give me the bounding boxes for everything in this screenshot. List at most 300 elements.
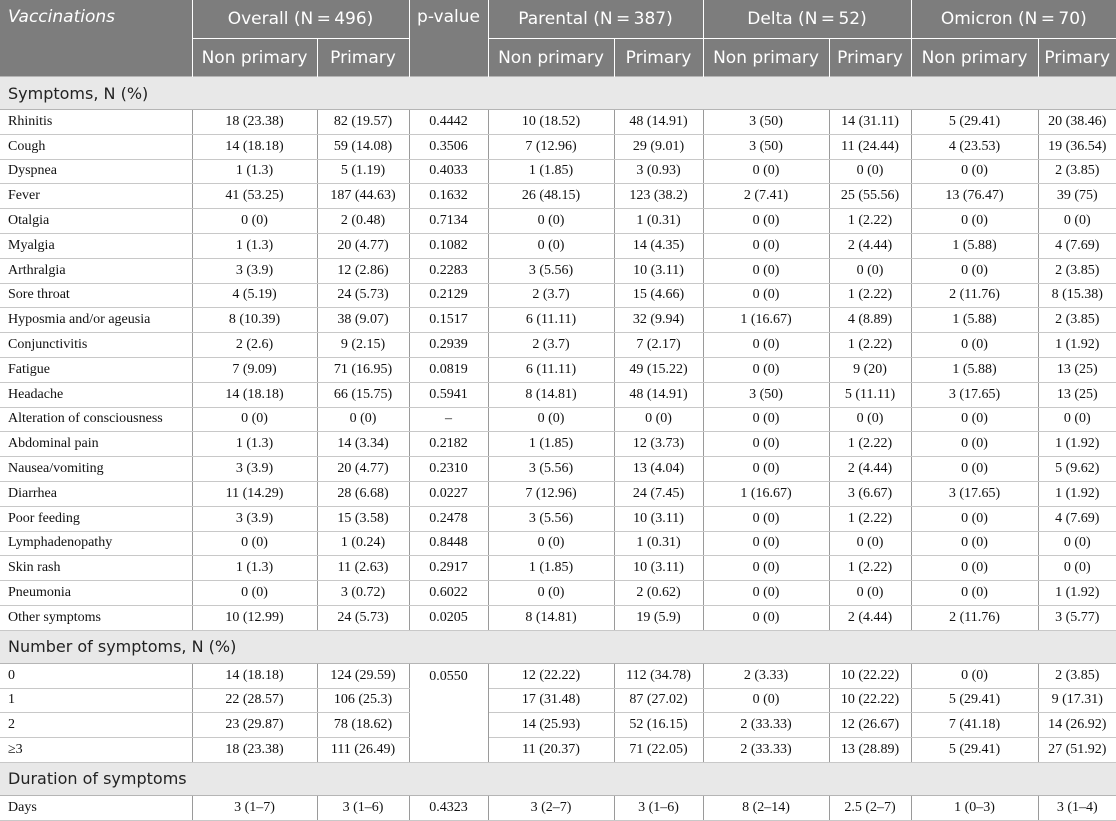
cell-value: 14 (18.18) [192, 663, 317, 688]
cell-value: 2 (11.76) [911, 605, 1038, 630]
cell-value: 5 (29.41) [911, 738, 1038, 763]
cell-value: 0.4323 [409, 795, 488, 820]
cell-value: 13 (4.04) [614, 457, 703, 482]
table-row [0, 531, 1116, 556]
cell-value: 1 (5.88) [911, 233, 1038, 258]
cell-value: 10 (3.11) [614, 556, 703, 581]
cell-value: 0 (0) [192, 407, 317, 432]
cell-value: 0 (0) [703, 233, 829, 258]
subheader-primary: Primary [317, 39, 409, 77]
cell-value: 0 (0) [192, 209, 317, 234]
cell-value: 2 (0.48) [317, 209, 409, 234]
cell-value: 24 (7.45) [614, 481, 703, 506]
cell-value: 52 (16.15) [614, 713, 703, 738]
cell-value: 1 (1.85) [488, 159, 614, 184]
row-label: Skin rash [0, 556, 192, 581]
cell-value: 0 (0) [829, 159, 911, 184]
cell-value: 15 (3.58) [317, 506, 409, 531]
cell-value: 2 (0.62) [614, 581, 703, 606]
cell-value: 2 (3.85) [1038, 308, 1116, 333]
cell-value: 0 (0) [911, 333, 1038, 358]
section-symptoms [0, 77, 1116, 110]
row-label: Fatigue [0, 357, 192, 382]
row-label: Cough [0, 134, 192, 159]
cell-value: 3 (17.65) [911, 382, 1038, 407]
row-label: 0 [0, 663, 192, 688]
cell-value: 14 (25.93) [488, 713, 614, 738]
cell-value: 0 (0) [703, 605, 829, 630]
cell-value: 11 (14.29) [192, 481, 317, 506]
cell-value: 14 (31.11) [829, 110, 911, 135]
table-row [0, 382, 1116, 407]
cell-value: 1 (1.92) [1038, 481, 1116, 506]
cell-value: 0.0819 [409, 357, 488, 382]
cell-value: 12 (2.86) [317, 258, 409, 283]
table-row [0, 283, 1116, 308]
cell-value: 20 (4.77) [317, 233, 409, 258]
cell-value: 18 (23.38) [192, 738, 317, 763]
cell-value: 1 (2.22) [829, 506, 911, 531]
cell-value: 1 (5.88) [911, 308, 1038, 333]
section-title: Symptoms, N (%) [0, 77, 1116, 110]
row-label: Alteration of consciousness [0, 407, 192, 432]
cell-value: 5 (1.19) [317, 159, 409, 184]
row-label: Dyspnea [0, 159, 192, 184]
cell-value: 5 (29.41) [911, 110, 1038, 135]
cell-value: 0.1517 [409, 308, 488, 333]
cell-value: 1 (16.67) [703, 308, 829, 333]
cell-value: 4 (23.53) [911, 134, 1038, 159]
row-label: Days [0, 795, 192, 820]
cell-value: 6 (11.11) [488, 308, 614, 333]
table-row [0, 795, 1116, 820]
cell-value: 0 (0) [911, 432, 1038, 457]
cell-value: 0 (0) [1038, 209, 1116, 234]
cell-value: 11 (20.37) [488, 738, 614, 763]
cell-value: 1 (2.22) [829, 209, 911, 234]
cell-value: 0 (0) [703, 333, 829, 358]
cell-value: 4 (8.89) [829, 308, 911, 333]
cell-value: 66 (15.75) [317, 382, 409, 407]
cell-value: 7 (9.09) [192, 357, 317, 382]
row-label: Pneumonia [0, 581, 192, 606]
cell-value: 1 (1.92) [1038, 581, 1116, 606]
cell-value: 123 (38.2) [614, 184, 703, 209]
cell-value: 24 (5.73) [317, 283, 409, 308]
cell-value: 0.2182 [409, 432, 488, 457]
cell-value: 10 (12.99) [192, 605, 317, 630]
cell-value: 9 (20) [829, 357, 911, 382]
cell-value: 0 (0) [829, 531, 911, 556]
cell-value: 48 (14.91) [614, 382, 703, 407]
cell-value: 0 (0) [703, 159, 829, 184]
table-row [0, 258, 1116, 283]
table-row [0, 481, 1116, 506]
table-row [0, 688, 1116, 713]
cell-value: 0.6022 [409, 581, 488, 606]
cell-value: 12 (26.67) [829, 713, 911, 738]
cell-value: 14 (26.92) [1038, 713, 1116, 738]
cell-value: 49 (15.22) [614, 357, 703, 382]
cell-value: 0.8448 [409, 531, 488, 556]
cell-value: 0.2917 [409, 556, 488, 581]
row-label: ≥3 [0, 738, 192, 763]
cell-value: 1 (2.22) [829, 556, 911, 581]
table-body [0, 77, 1116, 821]
cell-value: 11 (24.44) [829, 134, 911, 159]
row-label: 2 [0, 713, 192, 738]
cell-value: 2 (3.85) [1038, 258, 1116, 283]
cell-value: 0 (0) [317, 407, 409, 432]
cell-value: 1 (1.3) [192, 556, 317, 581]
cell-value: 3 (0.72) [317, 581, 409, 606]
cell-value: 2 (3.7) [488, 333, 614, 358]
cell-value: 0 (0) [911, 407, 1038, 432]
cell-value: 9 (2.15) [317, 333, 409, 358]
subheader-non-primary: Non primary [488, 39, 614, 77]
row-label: Nausea/vomiting [0, 457, 192, 482]
row-label: Sore throat [0, 283, 192, 308]
cell-value: 11 (2.63) [317, 556, 409, 581]
cell-value: 0.2283 [409, 258, 488, 283]
cell-value: 0 (0) [488, 209, 614, 234]
row-label: 1 [0, 688, 192, 713]
cell-value: 0 (0) [703, 457, 829, 482]
table-row [0, 713, 1116, 738]
cell-value: 8 (15.38) [1038, 283, 1116, 308]
table-row [0, 581, 1116, 606]
table-header [0, 0, 1116, 77]
cell-value: 4 (7.69) [1038, 233, 1116, 258]
cell-value: 1 (1.92) [1038, 432, 1116, 457]
cell-value: 0 (0) [703, 357, 829, 382]
table-row [0, 333, 1116, 358]
cell-value: 1 (1.85) [488, 556, 614, 581]
table-row [0, 308, 1116, 333]
cell-value: 19 (36.54) [1038, 134, 1116, 159]
cell-value: 3 (50) [703, 382, 829, 407]
row-label: Diarrhea [0, 481, 192, 506]
cell-value: 13 (28.89) [829, 738, 911, 763]
subheader-non-primary: Non primary [703, 39, 829, 77]
cell-value: 9 (17.31) [1038, 688, 1116, 713]
cell-value: 13 (25) [1038, 357, 1116, 382]
cell-value: 7 (41.18) [911, 713, 1038, 738]
cell-value: 0 (0) [1038, 407, 1116, 432]
subheader-primary: Primary [614, 39, 703, 77]
cell-value: 71 (16.95) [317, 357, 409, 382]
row-label: Conjunctivitis [0, 333, 192, 358]
row-label: Rhinitis [0, 110, 192, 135]
subheader-non-primary: Non primary [192, 39, 317, 77]
section-number-of-symptoms [0, 630, 1116, 663]
cell-value: 0 (0) [488, 233, 614, 258]
cell-value: 48 (14.91) [614, 110, 703, 135]
cell-value: 106 (25.3) [317, 688, 409, 713]
cell-value: 0.7134 [409, 209, 488, 234]
cell-value: 1 (2.22) [829, 432, 911, 457]
cell-value: 10 (3.11) [614, 258, 703, 283]
cell-value: 0 (0) [703, 432, 829, 457]
cell-value: 2 (4.44) [829, 605, 911, 630]
cell-value: 26 (48.15) [488, 184, 614, 209]
cell-value: 14 (18.18) [192, 134, 317, 159]
cell-value: 1 (1.3) [192, 233, 317, 258]
cell-value: 41 (53.25) [192, 184, 317, 209]
cell-value: 0.4033 [409, 159, 488, 184]
cell-value: 0.1632 [409, 184, 488, 209]
row-label: Poor feeding [0, 506, 192, 531]
cell-value: 1 (0.31) [614, 209, 703, 234]
cell-value: 0 (0) [703, 258, 829, 283]
cell-value: 1 (0.24) [317, 531, 409, 556]
cell-value: 7 (12.96) [488, 134, 614, 159]
cell-value: 3 (3.9) [192, 506, 317, 531]
cell-value: 1 (16.67) [703, 481, 829, 506]
cell-value: 0 (0) [911, 556, 1038, 581]
cell-value: 1 (0–3) [911, 795, 1038, 820]
cell-value: 0 (0) [1038, 556, 1116, 581]
cell-value: 3 (1–6) [317, 795, 409, 820]
row-label: Abdominal pain [0, 432, 192, 457]
cell-value: 2.5 (2–7) [829, 795, 911, 820]
cell-value: 0.0205 [409, 605, 488, 630]
cell-value: 0.2310 [409, 457, 488, 482]
table-row [0, 159, 1116, 184]
cell-value: 2 (4.44) [829, 457, 911, 482]
cell-value: 10 (18.52) [488, 110, 614, 135]
cell-value: 3 (1–4) [1038, 795, 1116, 820]
section-title: Duration of symptoms [0, 762, 1116, 795]
cell-value: 3 (50) [703, 110, 829, 135]
cell-value: 0 (0) [911, 663, 1038, 688]
cell-value: 38 (9.07) [317, 308, 409, 333]
cell-value: 12 (3.73) [614, 432, 703, 457]
cell-value: 3 (1–6) [614, 795, 703, 820]
table-row [0, 605, 1116, 630]
cell-value: 2 (2.6) [192, 333, 317, 358]
cell-value: 3 (3.9) [192, 258, 317, 283]
cell-value: 1 (1.3) [192, 432, 317, 457]
cell-value: 3 (5.56) [488, 457, 614, 482]
cell-value: 25 (55.56) [829, 184, 911, 209]
cell-value: 3 (5.77) [1038, 605, 1116, 630]
cell-value: 187 (44.63) [317, 184, 409, 209]
table-row [0, 506, 1116, 531]
cell-value: – [409, 407, 488, 432]
cell-value: 0.3506 [409, 134, 488, 159]
cell-value: 0 (0) [911, 258, 1038, 283]
cell-value: 2 (33.33) [703, 738, 829, 763]
cell-value: 6 (11.11) [488, 357, 614, 382]
cell-value: 0 (0) [192, 531, 317, 556]
cell-value: 5 (11.11) [829, 382, 911, 407]
cell-value: 0 (0) [703, 209, 829, 234]
row-label: Otalgia [0, 209, 192, 234]
cell-value: 14 (4.35) [614, 233, 703, 258]
cell-value: 13 (25) [1038, 382, 1116, 407]
subheader-primary: Primary [829, 39, 911, 77]
cell-value: 0.1082 [409, 233, 488, 258]
cell-value: 0.2129 [409, 283, 488, 308]
section-duration-of-symptoms [0, 762, 1116, 795]
cell-value: 12 (22.22) [488, 663, 614, 688]
cell-value: 1 (0.31) [614, 531, 703, 556]
cell-value: 3 (1–7) [192, 795, 317, 820]
cell-value: 0.2939 [409, 333, 488, 358]
cell-value: 0 (0) [703, 581, 829, 606]
cell-value: 87 (27.02) [614, 688, 703, 713]
cell-value: 0 (0) [1038, 531, 1116, 556]
cell-value: 0 (0) [703, 506, 829, 531]
table-row [0, 357, 1116, 382]
cell-value: 0.4442 [409, 110, 488, 135]
cell-value: 8 (10.39) [192, 308, 317, 333]
header-group-overall: Overall (N = 496) [192, 0, 409, 39]
cell-value: 112 (34.78) [614, 663, 703, 688]
cell-value: 8 (14.81) [488, 605, 614, 630]
cell-value: 2 (3.85) [1038, 159, 1116, 184]
cell-value: 18 (23.38) [192, 110, 317, 135]
cell-value: 2 (4.44) [829, 233, 911, 258]
row-label: Lymphadenopathy [0, 531, 192, 556]
cell-value: 22 (28.57) [192, 688, 317, 713]
header-pvalue: p-value [409, 0, 488, 77]
cell-value: 4 (5.19) [192, 283, 317, 308]
cell-value: 0 (0) [829, 581, 911, 606]
cell-value: 1 (1.85) [488, 432, 614, 457]
cell-value: 82 (19.57) [317, 110, 409, 135]
cell-value: 19 (5.9) [614, 605, 703, 630]
cell-value: 0 (0) [829, 407, 911, 432]
cell-value: 29 (9.01) [614, 134, 703, 159]
cell-value: 0 (0) [911, 159, 1038, 184]
cell-value: 39 (75) [1038, 184, 1116, 209]
cell-value: 0.2478 [409, 506, 488, 531]
cell-value: 10 (3.11) [614, 506, 703, 531]
cell-value: 8 (14.81) [488, 382, 614, 407]
cell-value: 0.0227 [409, 481, 488, 506]
cell-value: 23 (29.87) [192, 713, 317, 738]
cell-value: 3 (0.93) [614, 159, 703, 184]
table-row [0, 209, 1116, 234]
cell-value: 111 (26.49) [317, 738, 409, 763]
row-label: Other symptoms [0, 605, 192, 630]
cell-value: 2 (3.7) [488, 283, 614, 308]
cell-value: 0 (0) [703, 556, 829, 581]
cell-value: 1 (2.22) [829, 283, 911, 308]
cell-value: 13 (76.47) [911, 184, 1038, 209]
cell-value: 5 (9.62) [1038, 457, 1116, 482]
cell-value: 59 (14.08) [317, 134, 409, 159]
cell-value: 0.5941 [409, 382, 488, 407]
cell-value: 3 (2–7) [488, 795, 614, 820]
cell-value: 0 (0) [829, 258, 911, 283]
cell-value: 14 (3.34) [317, 432, 409, 457]
cell-value: 0 (0) [192, 581, 317, 606]
header-vaccinations: Vaccinations [0, 0, 192, 77]
cell-value: 3 (17.65) [911, 481, 1038, 506]
row-label: Arthralgia [0, 258, 192, 283]
pvalue-merged-cell: 0.0550 [409, 663, 488, 762]
cell-value: 15 (4.66) [614, 283, 703, 308]
cell-value: 8 (2–14) [703, 795, 829, 820]
cell-value: 0 (0) [911, 457, 1038, 482]
cell-value: 17 (31.48) [488, 688, 614, 713]
cell-value: 4 (7.69) [1038, 506, 1116, 531]
table-row [0, 184, 1116, 209]
cell-value: 78 (18.62) [317, 713, 409, 738]
subheader-non-primary: Non primary [911, 39, 1038, 77]
cell-value: 7 (12.96) [488, 481, 614, 506]
table-row [0, 432, 1116, 457]
cell-value: 14 (18.18) [192, 382, 317, 407]
cell-value: 0 (0) [488, 531, 614, 556]
cell-value: 0 (0) [703, 407, 829, 432]
cell-value: 0 (0) [614, 407, 703, 432]
cell-value: 0 (0) [911, 581, 1038, 606]
section-title: Number of symptoms, N (%) [0, 630, 1116, 663]
cell-value: 3 (3.9) [192, 457, 317, 482]
table-row [0, 233, 1116, 258]
cell-value: 32 (9.94) [614, 308, 703, 333]
cell-value: 3 (6.67) [829, 481, 911, 506]
row-label: Fever [0, 184, 192, 209]
table-row [0, 457, 1116, 482]
cell-value: 124 (29.59) [317, 663, 409, 688]
table-row [0, 407, 1116, 432]
cell-value: 2 (33.33) [703, 713, 829, 738]
cell-value: 0 (0) [703, 283, 829, 308]
cell-value: 1 (2.22) [829, 333, 911, 358]
cell-value: 20 (38.46) [1038, 110, 1116, 135]
table-row [0, 134, 1116, 159]
cell-value: 0 (0) [488, 581, 614, 606]
cell-value: 7 (2.17) [614, 333, 703, 358]
cell-value: 1 (1.92) [1038, 333, 1116, 358]
cell-value: 0 (0) [488, 407, 614, 432]
cell-value: 27 (51.92) [1038, 738, 1116, 763]
cell-value: 1 (1.3) [192, 159, 317, 184]
cell-value: 71 (22.05) [614, 738, 703, 763]
row-label: Myalgia [0, 233, 192, 258]
row-label: Hyposmia and/or ageusia [0, 308, 192, 333]
cell-value: 0 (0) [703, 531, 829, 556]
table-row [0, 110, 1116, 135]
cell-value: 20 (4.77) [317, 457, 409, 482]
table-row [0, 738, 1116, 763]
cell-value: 0 (0) [911, 209, 1038, 234]
cell-value: 28 (6.68) [317, 481, 409, 506]
cell-value: 24 (5.73) [317, 605, 409, 630]
cell-value: 10 (22.22) [829, 688, 911, 713]
cell-value: 2 (11.76) [911, 283, 1038, 308]
cell-value: 0 (0) [911, 531, 1038, 556]
header-group-parental: Parental (N = 387) [488, 0, 703, 39]
cell-value: 5 (29.41) [911, 688, 1038, 713]
header-group-omicron: Omicron (N = 70) [911, 0, 1116, 39]
cell-value: 0 (0) [911, 506, 1038, 531]
cell-value: 3 (5.56) [488, 506, 614, 531]
cell-value: 2 (3.33) [703, 663, 829, 688]
cell-value: 3 (50) [703, 134, 829, 159]
cell-value: 1 (5.88) [911, 357, 1038, 382]
subheader-primary: Primary [1038, 39, 1116, 77]
header-group-delta: Delta (N = 52) [703, 0, 911, 39]
table-row [0, 663, 1116, 688]
cell-value: 2 (7.41) [703, 184, 829, 209]
table-row [0, 556, 1116, 581]
